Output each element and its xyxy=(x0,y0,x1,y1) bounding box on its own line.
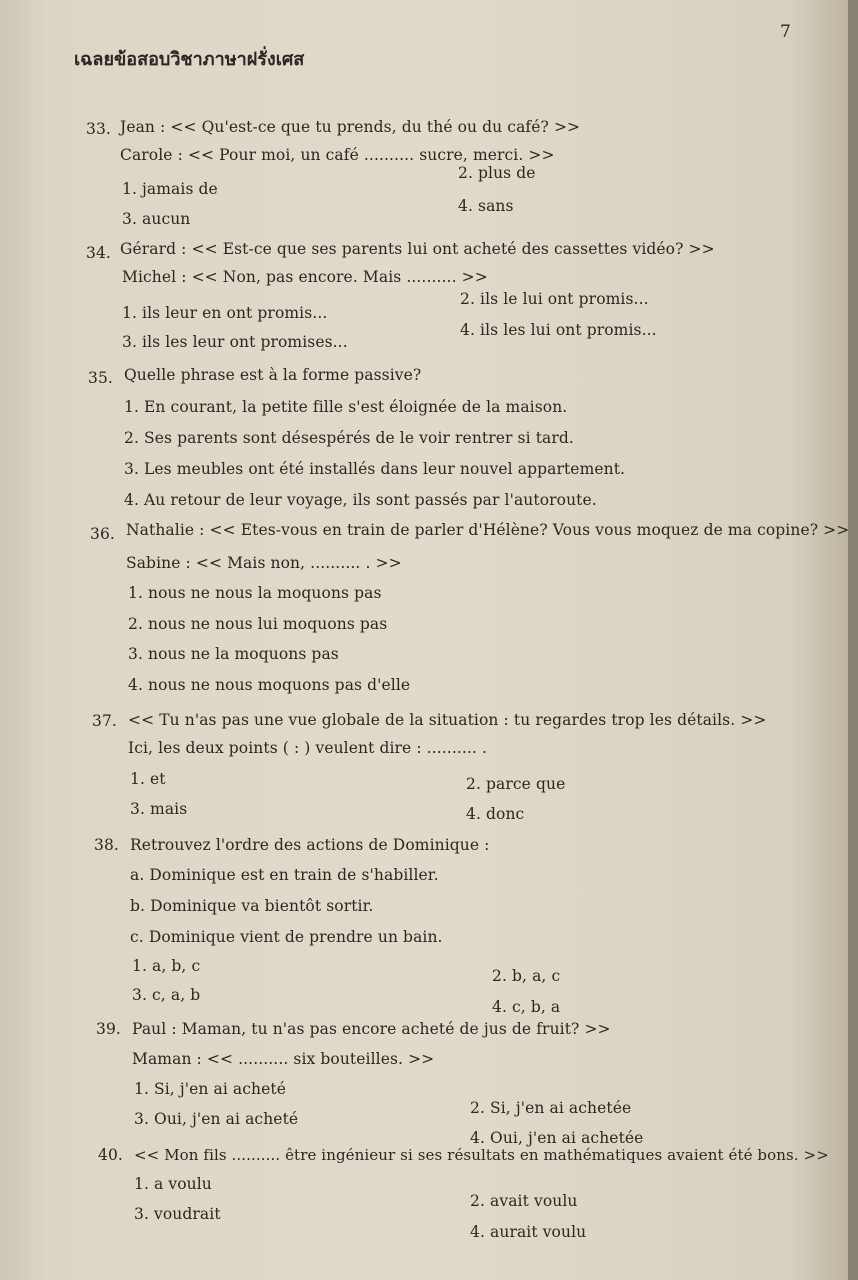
question-line: c. Dominique vient de prendre un bain. xyxy=(130,928,443,946)
question-line: b. Dominique va bientôt sortir. xyxy=(130,897,374,915)
answer-option: 3. ils les leur ont promises... xyxy=(122,333,348,351)
question-line: Maman : << .......... six bouteilles. >> xyxy=(132,1050,435,1068)
question-line: Carole : << Pour moi, un café .......... sucre, merci. >> xyxy=(120,146,555,164)
question-line: Paul : Maman, tu n'as pas encore acheté de jus de fruit? >> xyxy=(132,1020,611,1038)
question-line: Michel : << Non, pas encore. Mais .......... >> xyxy=(122,268,488,286)
answer-option: 3. Oui, j'en ai acheté xyxy=(134,1110,299,1128)
page-edge xyxy=(848,0,858,1280)
answer-option: 3. nous ne la moquons pas xyxy=(128,645,339,663)
question-number: 37. xyxy=(92,712,117,730)
page-number: 7 xyxy=(780,22,791,42)
answer-option: 4. Oui, j'en ai achetée xyxy=(470,1129,644,1147)
answer-option: 1. nous ne nous la moquons pas xyxy=(128,584,382,602)
question-number: 34. xyxy=(86,244,111,262)
answer-option: 1. ils leur en ont promis... xyxy=(122,304,328,322)
question-number: 35. xyxy=(88,369,113,387)
answer-option: 2. Si, j'en ai achetée xyxy=(470,1099,632,1117)
question-line: << Mon fils .......... être ingénieur si ses résultats en mathématiques avaient été bons. >> xyxy=(134,1146,829,1164)
page-header: เฉลยข้อสอบวิชาภาษาฝรั่งเศส xyxy=(74,49,305,70)
answer-option: 1. a, b, c xyxy=(132,957,201,975)
question-number: 38. xyxy=(94,836,119,854)
question-line: Ici, les deux points ( : ) veulent dire : .......... . xyxy=(128,739,488,757)
answer-option: 3. voudrait xyxy=(134,1205,221,1223)
question-line: Nathalie : << Etes-vous en train de parler d'Hélène? Vous vous moquez de ma copine? >> xyxy=(126,521,850,539)
answer-option: 2. nous ne nous lui moquons pas xyxy=(128,615,388,633)
answer-option: 1. et xyxy=(130,770,166,788)
question-number: 36. xyxy=(90,525,115,543)
question-number: 33. xyxy=(86,120,111,138)
question-number: 40. xyxy=(98,1146,123,1164)
question-line: Sabine : << Mais non, .......... . >> xyxy=(126,554,402,572)
question-line: << Tu n'as pas une vue globale de la situation : tu regardes trop les détails. >> xyxy=(128,711,767,729)
question-line: Gérard : << Est-ce que ses parents lui ont acheté des cassettes vidéo? >> xyxy=(120,240,715,258)
answer-option: 4. donc xyxy=(466,805,525,823)
answer-option: 2. Ses parents sont désespérés de le voir rentrer si tard. xyxy=(124,429,574,447)
question-line: a. Dominique est en train de s'habiller. xyxy=(130,866,439,884)
answer-option: 3. Les meubles ont été installés dans leur nouvel appartement. xyxy=(124,460,626,478)
answer-option: 1. Si, j'en ai acheté xyxy=(134,1080,286,1098)
answer-option: 2. b, a, c xyxy=(492,967,561,985)
answer-option: 1. En courant, la petite fille s'est éloignée de la maison. xyxy=(124,398,568,416)
answer-option: 3. mais xyxy=(130,800,188,818)
answer-option: 3. c, a, b xyxy=(132,986,201,1004)
answer-option: 1. jamais de xyxy=(122,180,218,198)
answer-option: 4. sans xyxy=(458,197,514,215)
answer-option: 4. ils les lui ont promis... xyxy=(460,321,657,339)
question-line: Quelle phrase est à la forme passive? xyxy=(124,366,422,384)
answer-option: 1. a voulu xyxy=(134,1175,212,1193)
answer-option: 4. nous ne nous moquons pas d'elle xyxy=(128,676,411,694)
answer-option: 3. aucun xyxy=(122,210,191,228)
answer-option: 2. plus de xyxy=(458,164,536,182)
question-line: Retrouvez l'ordre des actions de Dominique : xyxy=(130,836,490,854)
question-number: 39. xyxy=(96,1020,121,1038)
question-line: Jean : << Qu'est-ce que tu prends, du thé ou du café? >> xyxy=(120,118,581,136)
answer-option: 4. Au retour de leur voyage, ils sont passés par l'autoroute. xyxy=(124,491,597,509)
answer-option: 2. avait voulu xyxy=(470,1192,578,1210)
answer-option: 4. aurait voulu xyxy=(470,1223,587,1241)
answer-option: 4. c, b, a xyxy=(492,998,561,1016)
answer-option: 2. ils le lui ont promis... xyxy=(460,290,649,308)
answer-option: 2. parce que xyxy=(466,775,566,793)
